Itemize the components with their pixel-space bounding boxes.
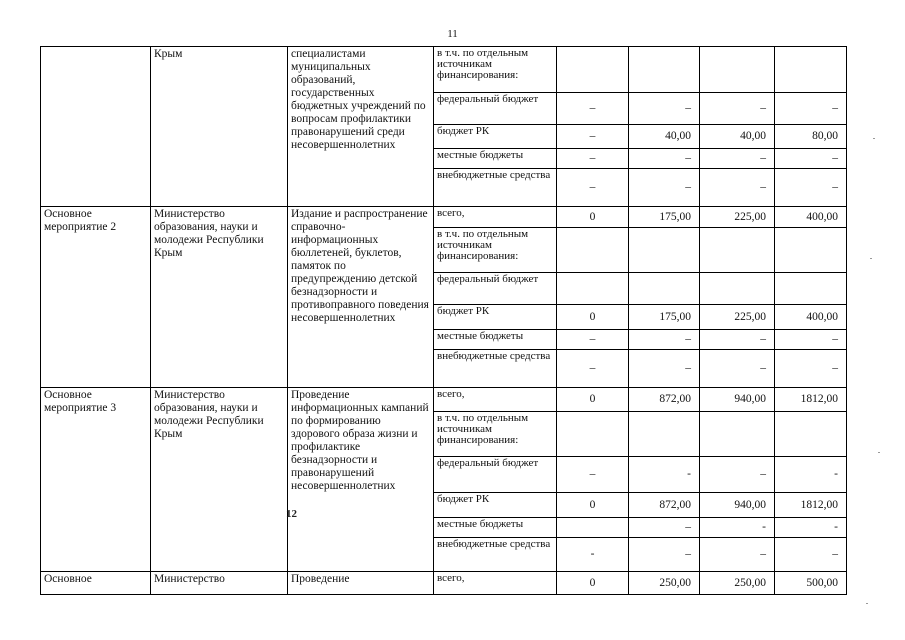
value-cell: –	[557, 93, 629, 125]
source-cell: в т.ч. по отдельным источникам финансирования:	[434, 228, 557, 273]
value-cell: –	[629, 518, 700, 538]
executor-cell: Министерство образования, науки и молодежи Республики Крым	[151, 388, 288, 572]
value-cell	[700, 47, 775, 93]
value-cell: –	[557, 350, 629, 388]
source-cell: местные бюджеты	[434, 330, 557, 350]
value-cell: –	[629, 93, 700, 125]
value-cell: 0	[557, 388, 629, 412]
value-cell: –	[775, 169, 847, 207]
value-cell	[557, 518, 629, 538]
main-activity-cell: Основное мероприятие 2	[41, 207, 151, 388]
value-cell: 0	[557, 493, 629, 518]
value-cell	[557, 273, 629, 305]
value-cell	[700, 228, 775, 273]
value-cell: –	[700, 538, 775, 572]
value-cell: 175,00	[629, 305, 700, 330]
value-cell: 225,00	[700, 305, 775, 330]
value-cell: -	[557, 538, 629, 572]
value-cell: 872,00	[629, 493, 700, 518]
value-cell	[629, 412, 700, 457]
value-cell: –	[629, 149, 700, 169]
value-cell	[629, 273, 700, 305]
value-cell	[629, 228, 700, 273]
scan-speck	[878, 452, 880, 453]
value-cell	[629, 47, 700, 93]
value-cell: –	[700, 169, 775, 207]
main-activity-cell	[41, 47, 151, 207]
activity-content-cell: Проведение информационных кампаний по формированию здорового образа жизни и профилактике безнадзорности и правонарушений несовершеннолетних	[288, 388, 434, 572]
source-cell: всего,	[434, 572, 557, 595]
source-cell: бюджет РК	[434, 493, 557, 518]
value-cell: -	[775, 518, 847, 538]
value-cell: 500,00	[775, 572, 847, 595]
value-cell: –	[700, 149, 775, 169]
source-cell: внебюджетные средства	[434, 169, 557, 207]
value-cell: –	[557, 169, 629, 207]
table-row	[41, 207, 847, 228]
value-cell: 250,00	[700, 572, 775, 595]
value-cell	[775, 47, 847, 93]
value-cell: 0	[557, 572, 629, 595]
value-cell: 0	[557, 207, 629, 228]
executor-cell: Министерство	[151, 572, 288, 595]
value-cell: –	[557, 125, 629, 149]
source-cell: федеральный бюджет	[434, 273, 557, 305]
value-cell: 0	[557, 305, 629, 330]
activity-content-cell: Издание и распространение справочно-информационных бюллетеней, буклетов, памяток по предупреждению детской безнадзорности и противоправного поведения несовершеннолетних	[288, 207, 434, 388]
value-cell	[557, 412, 629, 457]
value-cell: 940,00	[700, 388, 775, 412]
source-cell: внебюджетные средства	[434, 538, 557, 572]
source-cell: в т.ч. по отдельным источникам финансирования:	[434, 412, 557, 457]
value-cell: 40,00	[629, 125, 700, 149]
value-cell	[775, 228, 847, 273]
value-cell: –	[775, 149, 847, 169]
value-cell: -	[629, 457, 700, 493]
value-cell: –	[775, 93, 847, 125]
main-activity-cell: Основное мероприятие 3	[41, 388, 151, 572]
source-cell: местные бюджеты	[434, 518, 557, 538]
main-activity-cell: Основное	[41, 572, 151, 595]
value-cell	[775, 412, 847, 457]
value-cell	[700, 273, 775, 305]
table-row	[41, 388, 847, 412]
value-cell: 225,00	[700, 207, 775, 228]
executor-cell: Крым	[151, 47, 288, 207]
value-cell: -	[700, 518, 775, 538]
value-cell: 1812,00	[775, 493, 847, 518]
scan-speck	[870, 258, 872, 259]
value-cell: –	[700, 350, 775, 388]
value-cell	[557, 228, 629, 273]
value-cell	[775, 273, 847, 305]
value-cell: –	[557, 330, 629, 350]
scan-mark: 12	[286, 508, 297, 520]
scan-speck	[866, 603, 868, 604]
value-cell: –	[557, 149, 629, 169]
value-cell: -	[775, 457, 847, 493]
value-cell	[557, 47, 629, 93]
value-cell: –	[775, 538, 847, 572]
activity-content-cell: специалистами муниципальных образований, государственных бюджетных учреждений по вопросам профилактики правонарушений среди несовершеннолетних	[288, 47, 434, 207]
value-cell: –	[700, 330, 775, 350]
value-cell: –	[557, 457, 629, 493]
source-cell: бюджет РК	[434, 125, 557, 149]
value-cell: 400,00	[775, 207, 847, 228]
value-cell: –	[629, 169, 700, 207]
value-cell	[700, 412, 775, 457]
source-cell: в т.ч. по отдельным источникам финансирования:	[434, 47, 557, 93]
value-cell: –	[700, 457, 775, 493]
value-cell: 40,00	[700, 125, 775, 149]
value-cell: –	[629, 330, 700, 350]
executor-cell: Министерство образования, науки и молодежи Республики Крым	[151, 207, 288, 388]
financing-table	[40, 46, 847, 595]
value-cell: 1812,00	[775, 388, 847, 412]
source-cell: федеральный бюджет	[434, 93, 557, 125]
source-cell: местные бюджеты	[434, 149, 557, 169]
value-cell: 80,00	[775, 125, 847, 149]
value-cell: 940,00	[700, 493, 775, 518]
value-cell: 400,00	[775, 305, 847, 330]
value-cell: –	[629, 538, 700, 572]
source-cell: федеральный бюджет	[434, 457, 557, 493]
value-cell: –	[775, 350, 847, 388]
value-cell: –	[629, 350, 700, 388]
table-row	[41, 47, 847, 93]
value-cell: 250,00	[629, 572, 700, 595]
activity-content-cell: Проведение	[288, 572, 434, 595]
source-cell: всего,	[434, 207, 557, 228]
value-cell: 872,00	[629, 388, 700, 412]
value-cell: –	[775, 330, 847, 350]
scan-speck	[873, 138, 875, 139]
value-cell: 175,00	[629, 207, 700, 228]
source-cell: бюджет РК	[434, 305, 557, 330]
source-cell: внебюджетные средства	[434, 350, 557, 388]
table-row	[41, 572, 847, 595]
value-cell: –	[700, 93, 775, 125]
page-number: 11	[447, 28, 458, 40]
source-cell: всего,	[434, 388, 557, 412]
